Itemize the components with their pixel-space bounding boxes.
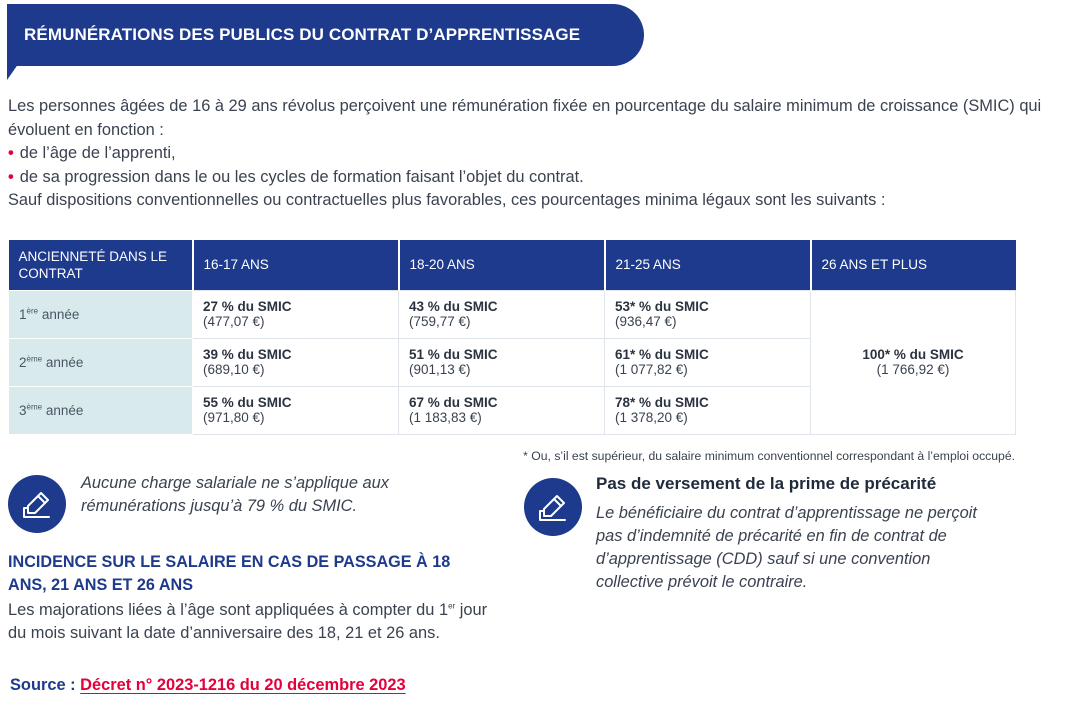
source-label: Source : [10,676,76,694]
banner-tail [7,60,21,80]
bullet-icon: • [8,144,14,162]
table-footnote: * Ou, s’il est supérieur, du salaire minimum conventionnel correspondant à l’emploi occupé. [523,449,1015,463]
row-label: 1ère année [9,290,193,338]
table-cell: 78* % du SMIC (1 378,20 €) [605,386,811,434]
table-header-row [9,240,1016,290]
note-charges: Aucune charge salariale ne s’applique aux rémunérations jusqu’à 79 % du SMIC. [81,474,389,515]
row-label: 3ème année [9,386,193,434]
header-21-25: 21-25 ANS [605,240,811,290]
header-18-20: 18-20 ANS [399,240,605,290]
pen-note-icon [8,475,66,533]
intro-paragraph: Les personnes âgées de 16 à 29 ans révolus perçoivent une rémunération fixée en pourcentage du salaire minimum de croissance (SMIC) qui évoluent en fonction : [8,97,1042,139]
source-link[interactable]: Décret n° 2023-1216 du 20 décembre 2023 [80,676,406,694]
table-cell: 53* % du SMIC (936,47 €) [605,290,811,338]
header-16-17: 16-17 ANS [193,240,399,290]
intro-closing: Sauf dispositions conventionnelles ou contractuelles plus favorables, ces pourcentages minima légaux sont les suivants : [8,191,886,209]
prime-text: Le bénéficiaire du contrat d’apprentissage ne perçoit pas d’indemnité de précarité en fin de contrat de d’apprentissage (CDD) sauf si une convention collective prévoit le contraire. [596,504,977,591]
table-row [9,290,1016,338]
table-cell: 51 % du SMIC (901,13 €) [399,338,605,386]
table-cell: 43 % du SMIC (759,77 €) [399,290,605,338]
source-line [10,676,406,695]
pen-note-icon [524,478,582,536]
incidence-title: INCIDENCE SUR LE SALAIRE EN CAS DE PASSAGE À 18 ANS, 21 ANS ET 26 ANS [8,553,451,594]
prime-title: Pas de versement de la prime de précarité [596,474,937,493]
incidence-text: Les majorations liées à l’âge sont appliquées à compter du 1er jour du mois suivant la date d’anniversaire des 18, 21 et 26 ans. [8,601,488,642]
table-cell: 55 % du SMIC (971,80 €) [193,386,399,434]
intro-block [8,95,1068,213]
intro-bullet-2: • de sa progression dans le ou les cycles de formation faisant l’objet du contrat. [8,167,584,186]
bullet-icon: • [8,167,14,186]
merged-cell-26-plus: 100* % du SMIC (1 766,92 €) [811,290,1016,434]
section-banner [7,4,644,66]
header-anciennete: ANCIENNETÉ DANS LE CONTRAT [9,240,193,290]
intro-bullet-1: • de l’âge de l’apprenti, [8,144,176,162]
header-26-plus: 26 ANS ET PLUS [811,240,1016,290]
row-label: 2ème année [9,338,193,386]
table-cell: 39 % du SMIC (689,10 €) [193,338,399,386]
table-cell: 61* % du SMIC (1 077,82 €) [605,338,811,386]
table-cell: 67 % du SMIC (1 183,83 €) [399,386,605,434]
table-cell: 27 % du SMIC (477,07 €) [193,290,399,338]
salary-table [8,240,1016,435]
section-title: RÉMUNÉRATIONS DES PUBLICS DU CONTRAT D’APPRENTISSAGE [24,25,581,44]
